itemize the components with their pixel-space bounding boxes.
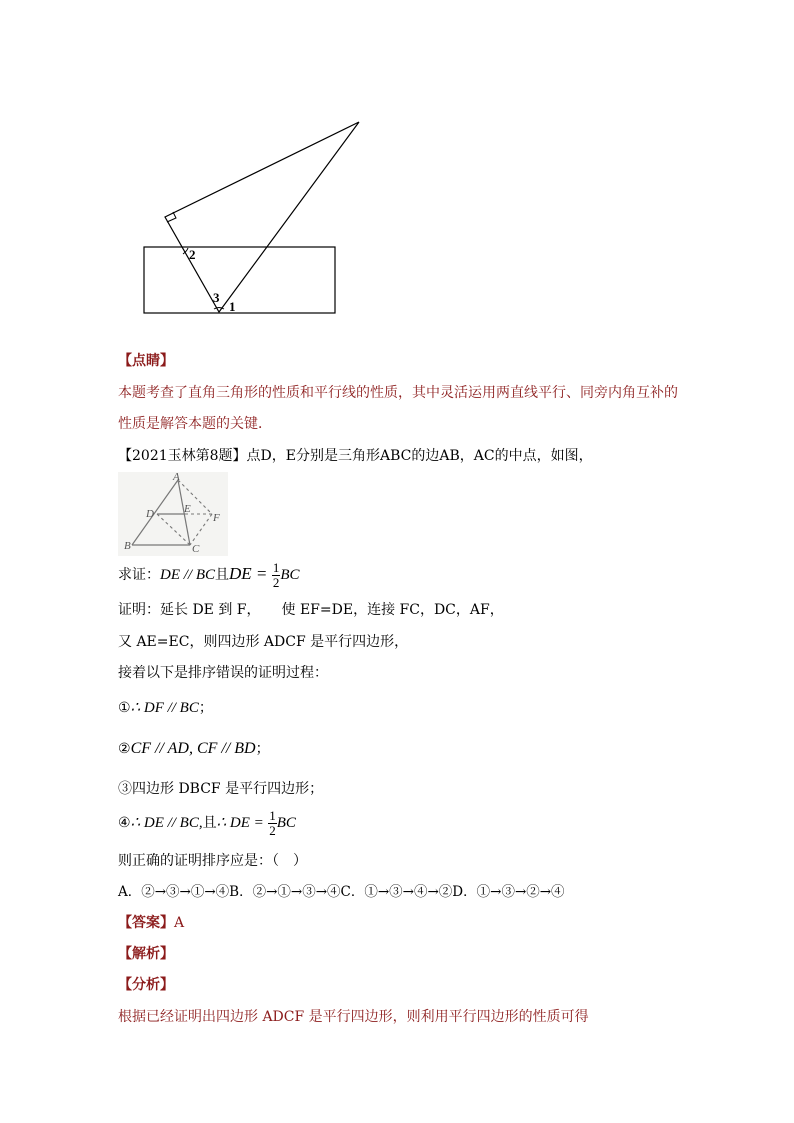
step-3: ③四边形 DBCF 是平行四边形；: [118, 781, 324, 797]
answer-options: A．②→③→①→④B．②→①→③→④C．①→③→④→②D．①→③→②→④: [118, 884, 565, 900]
answer-line: [118, 913, 184, 933]
proof-line3: 接着以下是排序错误的证明过程：: [118, 665, 328, 681]
proof-line1: 证明：延长 DE 到 F， 使 EF=DE，连接 FC，DC，AF，: [118, 602, 504, 618]
point-label-f: F: [213, 512, 220, 524]
answer-label: 【答案】: [118, 915, 174, 931]
rectangle-shape: [144, 247, 335, 313]
triangle-abc-figure: [118, 472, 228, 556]
dianjing-line1: 本题考查了直角三角形的性质和平行线的性质，其中灵活运用两直线平行、同旁内角互补的: [118, 385, 678, 401]
dianjing-line2: 性质是解答本题的关键．: [118, 416, 272, 432]
angle-label-1: 1: [229, 299, 236, 314]
step2-expr: CF // AD, CF // BD: [130, 740, 256, 757]
prove-prefix: 求证：: [118, 567, 160, 583]
problem-stem: [118, 446, 593, 466]
point-label-d: D: [146, 508, 154, 520]
dianjing-header: 【点睛】: [118, 353, 174, 369]
point-label-c: C: [192, 543, 200, 555]
step-4: ④∴ DE // BC,且∴ DE = $\frac{1}{2}$ BC: [118, 807, 296, 838]
prove-statement: [118, 556, 300, 592]
proof-line2: 又 AE=EC，则四边形 ADCF 是平行四边形，: [118, 634, 409, 650]
angle-1-arc: [214, 308, 224, 310]
angle-label-2: 2: [189, 247, 196, 262]
step4-expr2: ∴ DE =: [216, 815, 264, 831]
answer-value: A: [174, 915, 185, 931]
problem-stem-text: 点D，E分别是三角形ABC的边AB，AC的中点，如图，: [246, 448, 593, 464]
right-triangle-shape: [165, 122, 359, 312]
question-text: 则正确的证明排序应是：（ ）: [118, 853, 307, 869]
analysis-header: 【解析】: [118, 946, 174, 962]
fenxi-header: 【分析】: [118, 977, 174, 993]
prove-part2-left: DE =: [229, 564, 268, 583]
point-label-e: E: [184, 503, 191, 515]
step4-fraction-half: $\frac{1}{2}$: [269, 807, 276, 838]
problem-source: 【2021玉林第8题】: [118, 448, 247, 464]
step4-bc: BC: [276, 815, 296, 831]
step4-expr: ∴ DE // BC,: [130, 815, 203, 831]
prove-part1: DE // BC: [160, 567, 215, 583]
fraction-half: $\frac{1}{2}$: [272, 559, 280, 590]
prove-and: 且: [215, 567, 229, 583]
fenxi-text: 根据已经证明出四边形 ADCF 是平行四边形，则利用平行四边形的性质可得: [118, 1009, 589, 1025]
point-label-b: B: [124, 540, 131, 552]
step-1: ①∴ DF // BC；: [118, 700, 213, 716]
prove-part2-right: BC: [280, 567, 300, 583]
step1-expr: ∴ DF // BC: [130, 700, 199, 716]
step-2: ②CF // AD, CF // BD；: [118, 740, 270, 757]
point-label-a: A: [173, 472, 180, 483]
triangle-rectangle-figure: [130, 110, 380, 325]
angle-label-3: 3: [213, 290, 220, 305]
